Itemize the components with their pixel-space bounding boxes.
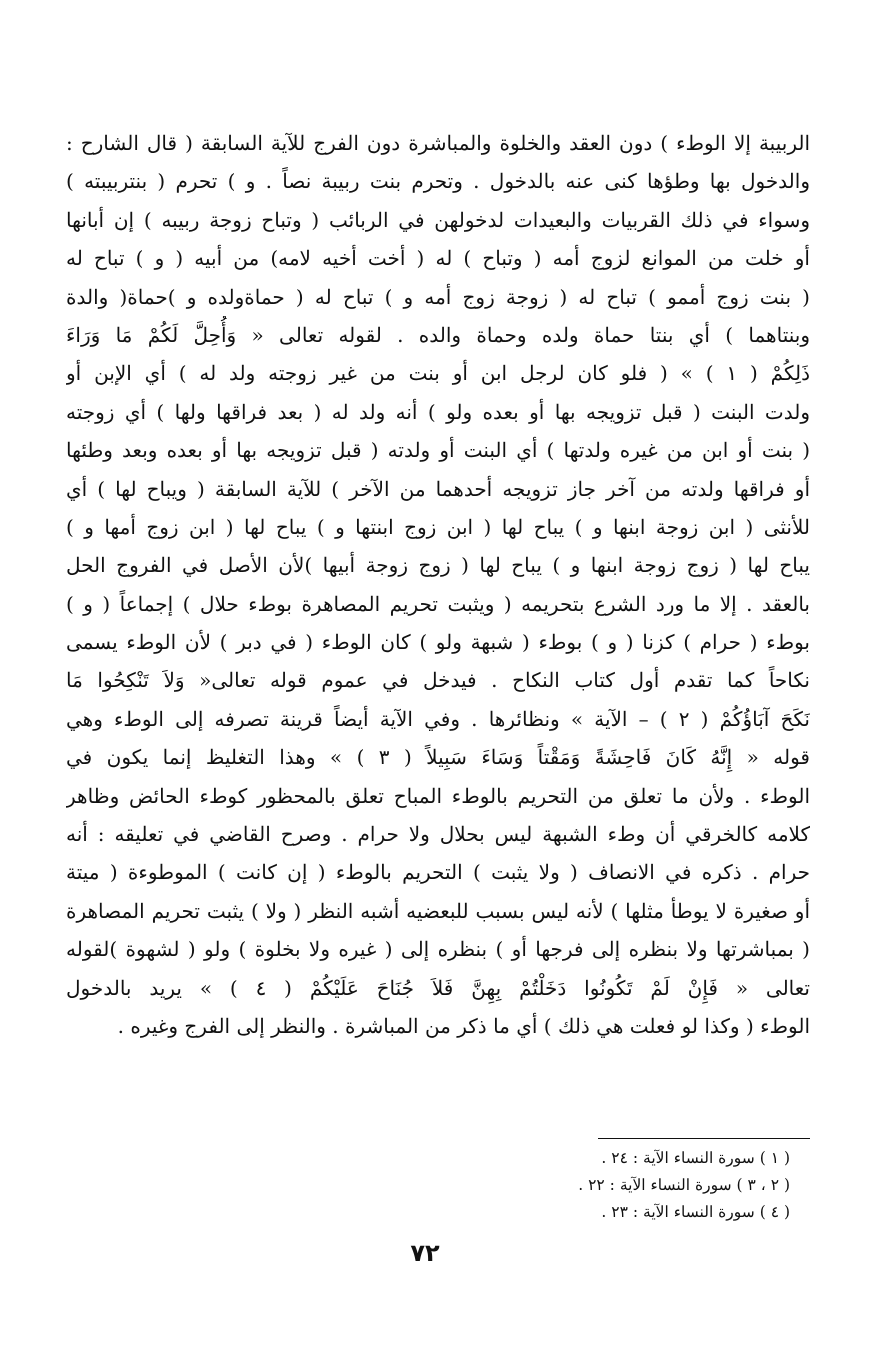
text-line: نكاحاً كما تقدم أول كتاب النكاح . فيدخل في عموم قوله تعالى« وَلاَ تَنْكِحُوا مَا xyxy=(66,668,810,693)
text-line: بالعقد . إلا ما ورد الشرع بتحريمه ( ويثبت تحريم المصاهرة بوطء حلال ) إجماعاً ( و ) xyxy=(66,591,810,616)
text-line: بوطء ( حرام ) كزنا ( و ) بوطء ( شبهة ولو ) كان الوطء ( في دبر ) لأن الوطء يسمى xyxy=(66,630,810,655)
text-line: أو خلت من الموانع لزوج أمه ( وتباح ) له ( أخت أخيه لامه) من أبيه ( و ) تباح له xyxy=(66,246,810,271)
text-line: وسواء في ذلك القربيات والبعيدات لدخولهن في الربائب ( وتباح زوجة ربيبه ) إن أبانها xyxy=(66,207,810,232)
page-number: ٧٢ xyxy=(410,1239,440,1267)
text-line: تعالى « فَإِنْ لَمْ تَكُونُوا دَخَلْتُمْ بِهِنَّ فَلاَ جُنَاحَ عَلَيْكُمْ ( ٤ ) » يريد بالدخول xyxy=(66,975,810,1000)
footnote: ( ٤ ) سورة النساء الآية : ٢٣ . xyxy=(601,1203,790,1221)
text-line: للأنثى ( ابن زوجة ابنها و ) يباح لها ( ابن زوج ابنتها و ) يباح لها ( ابن زوج أمها و ) xyxy=(66,514,810,539)
text-line: ( بمباشرتها ولا بنظره إلى فرجها أو ) بنظره إلى ( غيره ولا بخلوة ) ولو ( لشهوة )لقوله xyxy=(66,937,810,962)
text-line: الربيبة إلا الوطء ) دون العقد والخلوة والمباشرة دون الفرج للآية السابقة ( قال الشارح : xyxy=(66,131,810,155)
footnotes xyxy=(300,1145,790,1226)
text-line: نَكَحَ آبَاؤُكُمْ ( ٢ ) – الآية » ونظائرها . وفي الآية أيضاً قرينة تصرفه إلى الوطء وهي xyxy=(66,706,810,731)
text-line: ( بنت زوج أممو ) تباح له ( زوجة زوج أمه و ) تباح له ( حماةولده و )حماة( والدة xyxy=(66,284,810,309)
text-line: والدخول بها وطؤها كنى عنه بالدخول . وتحرم بنت ربيبة نصاً . و ) تحرم ( بنتربيبته ) xyxy=(66,169,810,194)
text-line: أو صغيرة لا يوطأ مثلها ) لأنه ليس بسبب للبعضيه أشبه النظر ( ولا ) يثبت تحريم المصاهرة xyxy=(66,898,810,923)
footnote-divider xyxy=(598,1138,810,1139)
text-line: ولدت البنت ( قبل تزويجه بها أو بعده ولو ) أنه ولد له ( بعد فراقها ولها ) أي زوجته xyxy=(66,399,810,424)
text-line: الوطء . ولأن ما تعلق من التحريم بالوطء المباح تعلق بالمحظور كوطء الحائض وظاهر xyxy=(66,783,810,808)
text-line: قوله « إِنَّهُ كَانَ فَاحِشَةً وَمَقْتاً وَسَاءَ سَبِيلاً ( ٣ ) » وهذا التغليظ إنما يكون في xyxy=(66,745,810,770)
text-line: أو فراقها ولدته من آخر جاز تزويجه أحدهما من الآخر ) للآية السابقة ( ويباح لها ) أي xyxy=(66,476,810,501)
text-line: ( بنت أو ابن من غيره ولدتها ) أي البنت أو ولدته ( قبل تزويجه بها أو بعده وبعد وطئها xyxy=(66,438,810,463)
footnote: ( ١ ) سورة النساء الآية : ٢٤ . xyxy=(601,1149,790,1167)
text-line: ذَلِكُمْ ( ١ ) » ( فلو كان لرجل ابن أو بنت من غير زوجته ولد له ) أي الإبن أو xyxy=(66,361,810,386)
text-line: كلامه كالخرقي أن وطء الشبهة ليس بحلال ولا حرام . وصرح القاضي في تعليقه : أنه xyxy=(66,822,810,847)
text-line: يباح لها ( زوج زوجة ابنها و ) يباح لها ( زوج زوجة أبيها )لأن الأصل في الفروج الحل xyxy=(66,553,810,578)
text-line: حرام . ذكره في الانصاف ( ولا يثبت ) التحريم بالوطء ( إن كانت ) الموطوءة ( ميتة xyxy=(66,860,810,885)
footnote: ( ٢ ، ٣ ) سورة النساء الآية : ٢٢ . xyxy=(578,1176,790,1194)
text-line: الوطء ( وكذا لو فعلت هي ذلك ) أي ما ذكر من المباشرة . والنظر إلى الفرج وغيره . xyxy=(117,1013,810,1038)
main-text xyxy=(66,124,810,1045)
text-line: وبنتاهما ) أي بنتا حماة ولده وحماة والده . لقوله تعالى « وَأُحِلَّ لَكُمْ مَا وَرَاءَ xyxy=(66,322,810,347)
